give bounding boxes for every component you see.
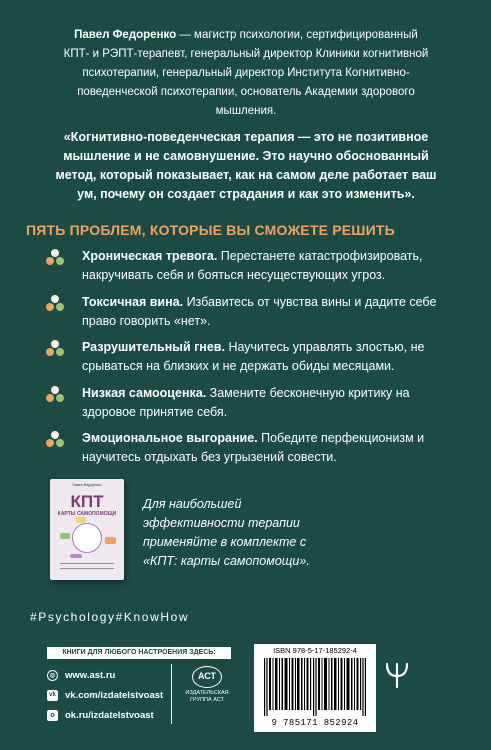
problem-text [82, 338, 462, 376]
barcode-icon [264, 658, 366, 716]
book-text-lines [60, 563, 114, 569]
problem-title: Разрушительный гнев. [82, 340, 225, 354]
footer-label: КНИГИ ДЛЯ ЛЮБОГО НАСТРОЕНИЯ ЗДЕСЬ: [47, 647, 231, 659]
author-bio [60, 26, 432, 121]
book-author: Павел Федоренко [72, 483, 102, 487]
problem-list [46, 247, 466, 475]
quote: «Когнитивно-поведенческая терапия — это не позитивное мышление и не самовнушение. Это научно обоснованный метод, который показывает, как на самом деле работает ваш ум, почему он создает страдания и как это изменить». [55, 130, 437, 201]
isbn-text: ISBN 978-5-17-185292-4 [273, 646, 357, 655]
problem-text [82, 293, 462, 331]
bullet-icon [46, 340, 68, 358]
website-link-label: www.ast.ru [65, 669, 116, 681]
list-item [46, 247, 466, 293]
vk-icon: vk [47, 690, 58, 701]
publisher-logo [181, 666, 233, 704]
bullet-icon [46, 295, 68, 313]
problem-text [82, 429, 462, 467]
problem-title: Токсичная вина. [82, 294, 184, 309]
globe-icon: ◎ [47, 670, 58, 681]
problem-title: Хроническая тревога. [82, 249, 218, 263]
list-item [46, 338, 466, 384]
book-sticker [105, 537, 116, 544]
vk-link[interactable] [47, 685, 167, 705]
list-item [46, 384, 466, 430]
bullet-icon [46, 249, 68, 267]
companion-book-cover [50, 479, 124, 580]
list-item [46, 293, 466, 339]
author-name: Павел Федоренко [74, 29, 177, 41]
section-title: ПЯТЬ ПРОБЛЕМ, КОТОРЫЕ ВЫ СМОЖЕТЕ РЕШИТЬ [26, 222, 395, 238]
book-card-illustration [72, 523, 102, 553]
problem-title: Эмоциональное выгорание. [82, 431, 258, 445]
problem-description: Научитесь управлять злостью, не срываться на близких и не держать обиды месяцами. [82, 340, 425, 373]
author-description: — магистр психологии, сертифицированный КПТ- и РЭПТ-терапевт, генеральный директор Клиники когнитивной психотерапии, генеральный директор Института Когнитивно-поведенческой психотерапии, основатель Академии здорового мышления. [63, 29, 429, 117]
publisher-mark: АСТ [192, 666, 222, 688]
barcode-number: 9 785171 852924 [271, 718, 359, 728]
book-title: КПТ [70, 492, 104, 511]
book-subtitle: КАРТЫ САМОПОМОЩИ [57, 511, 117, 517]
publisher-name: ИЗДАТЕЛЬСКАЯ ГРУППА АСТ [185, 690, 229, 703]
problem-description: Перестанете катастрофизировать, накручивать себя и бояться несуществующих угроз. [82, 249, 423, 282]
problem-description: Избавитесь от чувства вины и дадите себе право говорить «нет». [82, 294, 437, 328]
footer-links [47, 665, 167, 725]
problem-text [82, 247, 462, 285]
problem-title: Низкая самооценка. [82, 385, 207, 400]
hashtags: #Psychology#KnowHow [30, 610, 190, 624]
psi-logo-icon [385, 662, 409, 693]
promo-text: Для наибольшей эффективности терапии применяйте в комплекте с «КПТ: карты самопомощи». [143, 497, 310, 568]
vk-link-label: vk.com/izdatelstvoast [65, 689, 164, 701]
problem-text [82, 384, 462, 422]
barcode-box [254, 644, 376, 732]
book-sticker [76, 517, 86, 523]
ok-icon: o [47, 710, 58, 721]
ok-link-label: ok.ru/izdatelstvoast [65, 709, 154, 721]
book-sticker [60, 533, 70, 539]
book-sticker [70, 554, 82, 558]
footer-divider [171, 664, 172, 724]
list-item [46, 429, 466, 475]
problem-description: Победите перфекционизм и научитесь отдыхать без угрызений совести. [82, 431, 425, 464]
website-link[interactable] [47, 665, 167, 685]
bullet-icon [46, 386, 68, 404]
problem-description: Замените бесконечную критику на здоровое принятие себя. [82, 385, 410, 419]
ok-link[interactable] [47, 705, 167, 725]
bullet-icon [46, 431, 68, 449]
